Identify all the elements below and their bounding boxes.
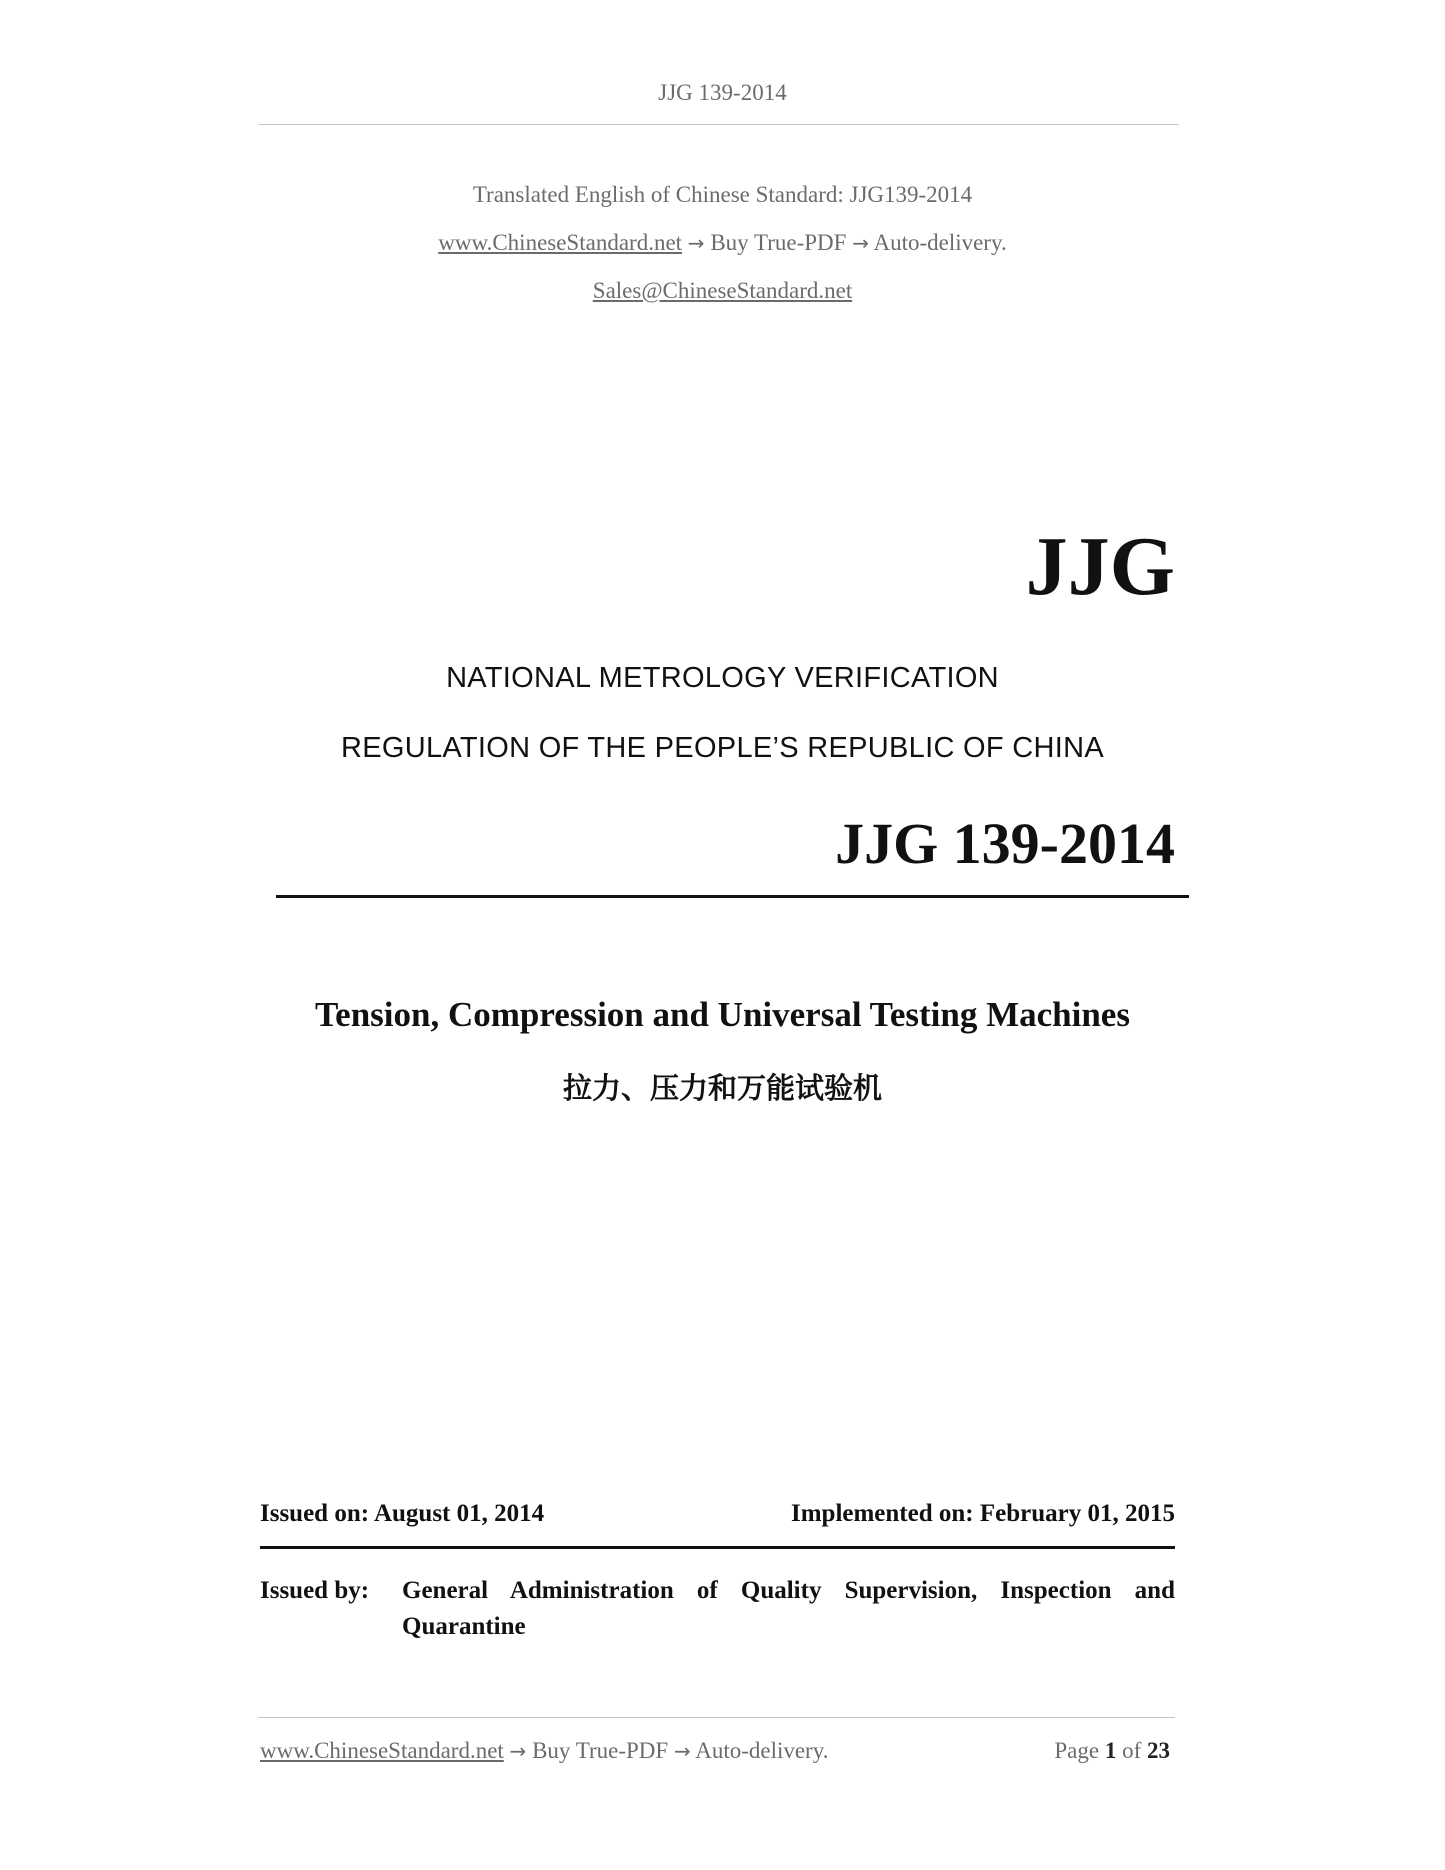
header-divider — [258, 124, 1179, 125]
regulation-line-1: NATIONAL METROLOGY VERIFICATION — [446, 662, 999, 694]
implemented-date: February 01, 2015 — [979, 1500, 1175, 1527]
issuer-name-line-1: General Administration of Quality Supervision, Inspection and — [402, 1577, 1175, 1604]
title-chinese: 拉力、压力和万能试验机 — [562, 1071, 882, 1105]
issuer-name-line-2: Quarantine — [402, 1613, 526, 1640]
implemented-on — [791, 1500, 1175, 1528]
email-line — [0, 278, 1445, 304]
page-current: 1 — [1104, 1738, 1117, 1763]
issuer-label: Issued by: — [260, 1577, 370, 1604]
regulation-line-2: REGULATION OF THE PEOPLE’S REPUBLIC OF CHINA — [340, 732, 1105, 764]
code-divider — [276, 895, 1189, 898]
issued-date: August 01, 2014 — [373, 1500, 545, 1527]
issued-on — [260, 1500, 544, 1528]
page-label: Page — [1054, 1738, 1100, 1763]
arrow-right-icon: → — [852, 231, 869, 255]
site-link[interactable]: www.ChineseStandard.net — [438, 230, 683, 255]
purchase-line — [0, 230, 1445, 256]
arrow-right-icon: → — [687, 231, 705, 255]
footer-purchase-line — [260, 1738, 828, 1764]
implemented-label: Implemented on: — [790, 1500, 974, 1527]
title-english: Tension, Compression and Universal Testing Machines — [315, 995, 1130, 1034]
page-total: 23 — [1147, 1738, 1170, 1763]
page-of: of — [1122, 1738, 1142, 1763]
translation-notice: Translated English of Chinese Standard: JJG139-2014 — [472, 182, 973, 207]
email-link[interactable]: Sales@ChineseStandard.net — [592, 278, 853, 303]
arrow-right-icon: → — [673, 1739, 691, 1763]
footer-divider — [258, 1717, 1175, 1718]
issued-label: Issued on: — [260, 1500, 370, 1527]
page-indicator — [1054, 1738, 1170, 1764]
buy-text: Buy True-PDF — [710, 230, 847, 255]
footer-delivery-text: Auto-delivery. — [695, 1738, 829, 1763]
footer-site-link[interactable]: www.ChineseStandard.net — [260, 1738, 504, 1763]
footer-buy-text: Buy True-PDF — [532, 1738, 669, 1763]
delivery-text: Auto-delivery. — [873, 230, 1007, 255]
brand-mark: JJG — [1025, 520, 1175, 613]
arrow-right-icon: → — [509, 1739, 527, 1763]
dates-divider — [260, 1546, 1175, 1549]
running-header: JJG 139-2014 — [658, 80, 787, 105]
standard-code: JJG 139-2014 — [835, 811, 1175, 876]
